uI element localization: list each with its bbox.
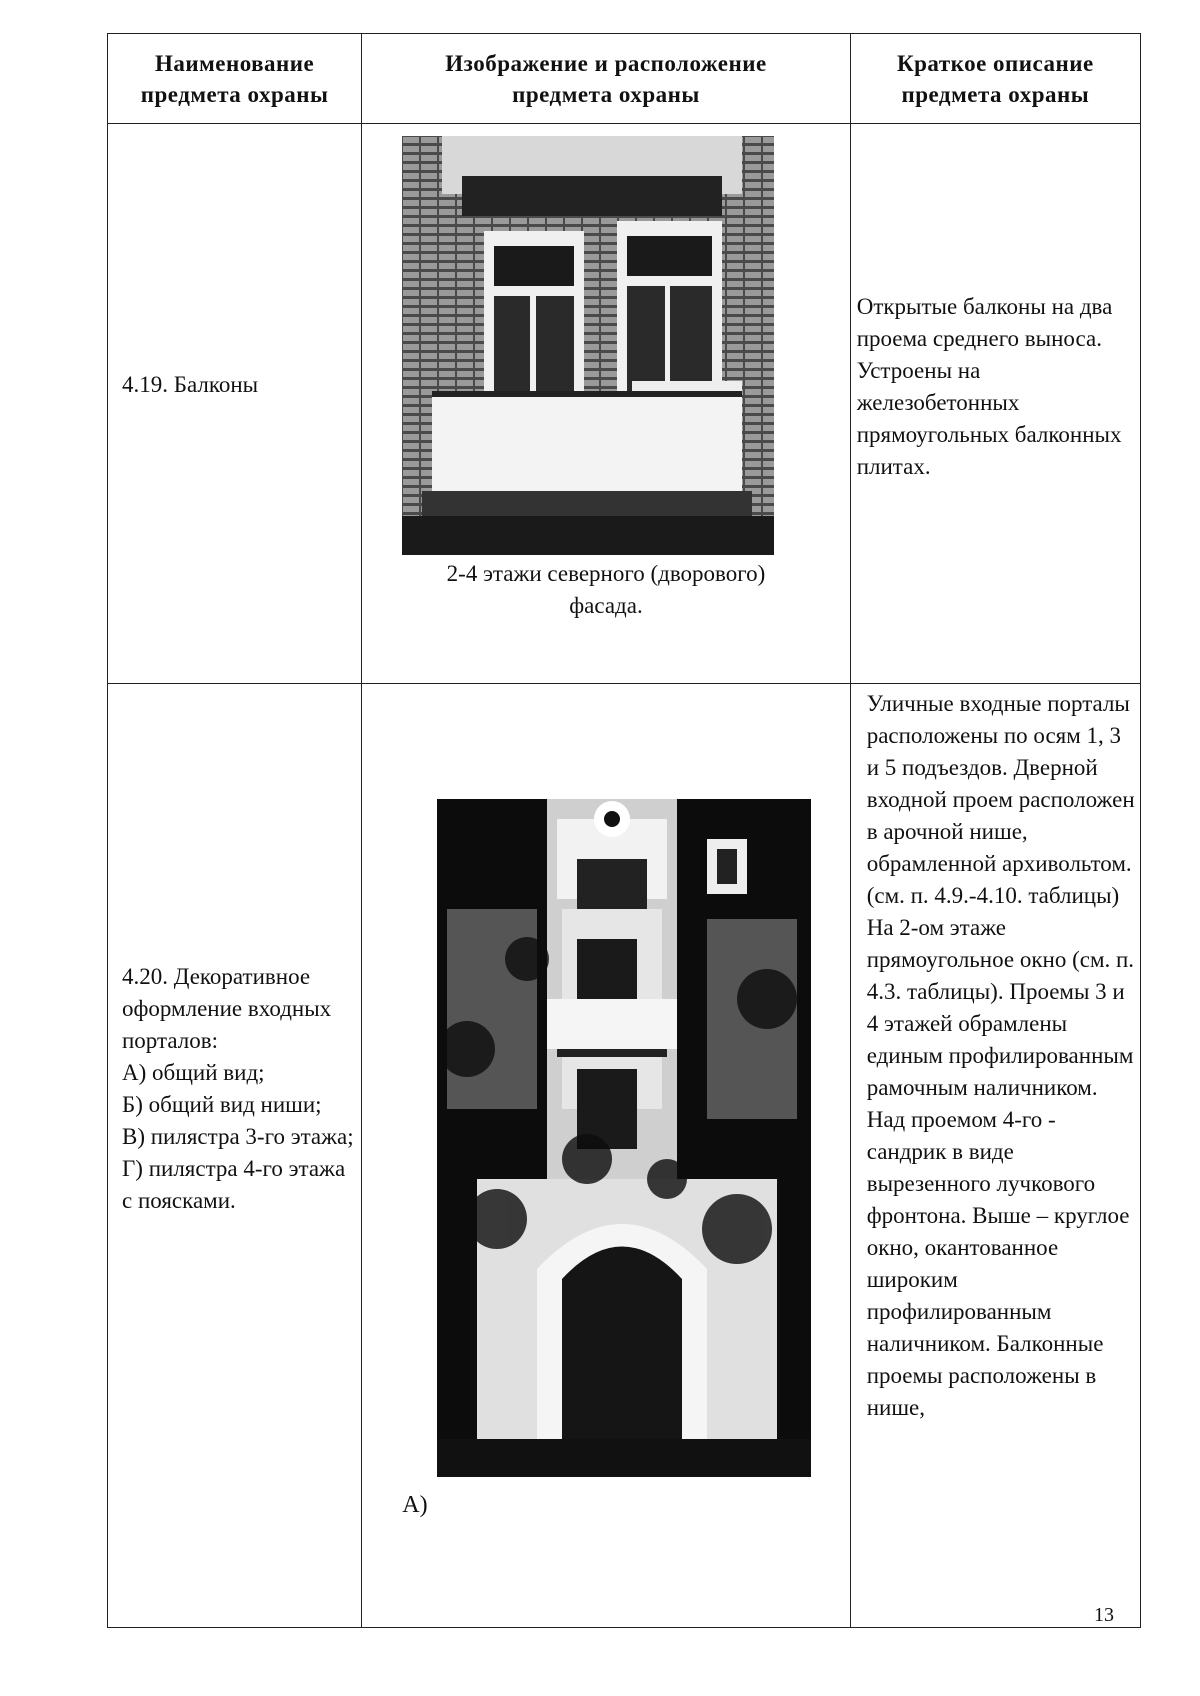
table-row bbox=[108, 124, 1141, 684]
photo-caption: 2-4 этажи северного (дворового) фасада. bbox=[446, 561, 766, 618]
header-image: Изображение и расположение предмета охраны bbox=[362, 34, 850, 124]
header-description: Краткое описание предмета охраны bbox=[850, 34, 1140, 124]
item-description: Открытые балконы на два проема среднего выноса. Устроены на железобетонных прямоугольных балконных плитах. bbox=[856, 294, 1122, 479]
photo-label: А) bbox=[402, 1492, 428, 1518]
description-cell bbox=[850, 684, 1140, 1628]
balcony-photo bbox=[402, 136, 774, 555]
header-row bbox=[108, 34, 1141, 124]
image-cell bbox=[362, 124, 850, 684]
item-description: Уличные входные порталы расположены по осям 1, 3 и 5 подъездов. Дверной входной проем расположен в арочной нише, обрамленной архивольтом. (см. п. 4.9.-4.10. таблицы) На 2-ом этаже прямоугольное окно (см. п. 4.3. таблицы). Проемы 3 и 4 этажей обрамлены единым профилированным рамочным наличником. Над проемом 4-го - сандрик в виде вырезенного лучкового фронтона. Выше – круглое окно, окантованное широким профилированным наличником. Балконные проемы расположены в нише, bbox=[866, 691, 1135, 1420]
header-name: Наименование предмета охраны bbox=[108, 34, 362, 124]
description-cell bbox=[850, 124, 1140, 684]
table-row bbox=[108, 684, 1141, 1628]
item-name: 4.19. Балконы bbox=[122, 372, 259, 397]
image-cell bbox=[362, 684, 850, 1628]
name-cell bbox=[108, 124, 362, 684]
protection-table bbox=[107, 33, 1141, 1628]
page-number: 13 bbox=[1094, 1604, 1114, 1626]
item-name: 4.20. Декоративное оформление входных порталов: А) общий вид; Б) общий вид ниши; В) пилястра 3-го этажа; Г) пилястра 4-го этажа с поясками. bbox=[122, 964, 354, 1213]
facade-photo bbox=[437, 799, 811, 1477]
name-cell bbox=[108, 684, 362, 1628]
